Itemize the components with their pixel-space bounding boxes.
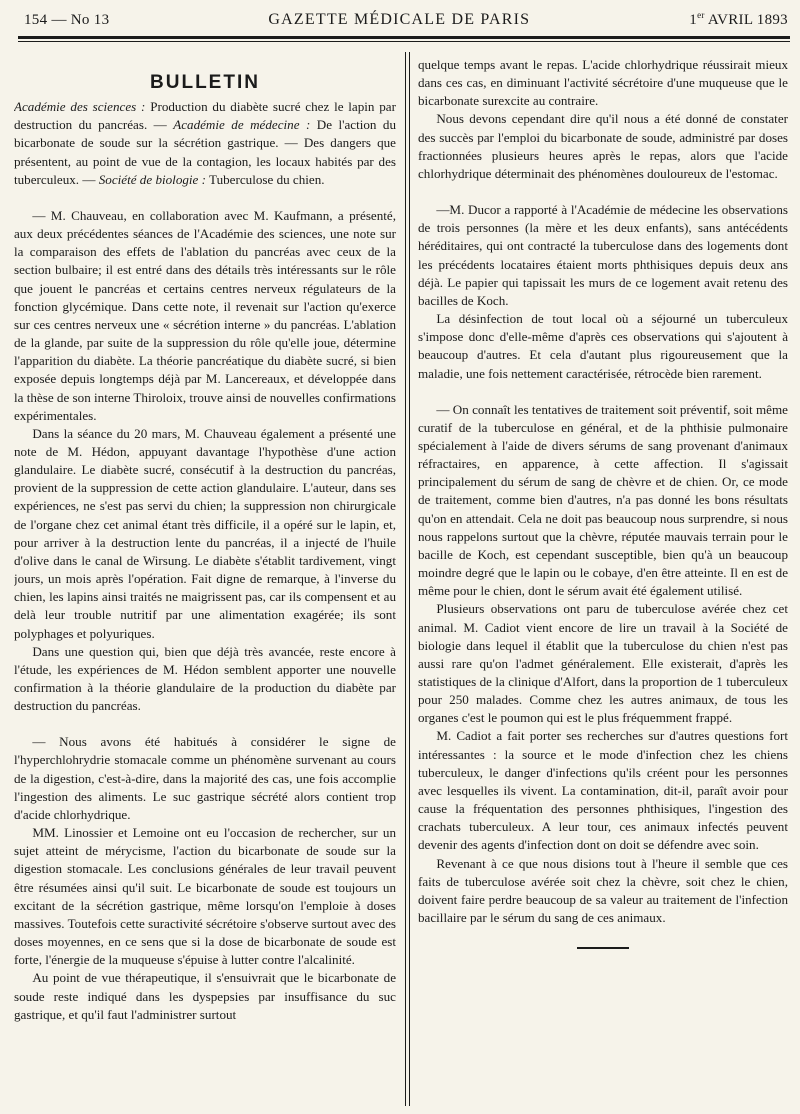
section-gap [14, 715, 396, 733]
right-paragraph-5: — On connaît les tentatives de traitement soit préventif, soit même curatif de la tuberculose en général, et de la phthisie pulmonaire spécialement à l'aide de divers sérums de sang provenant d'animaux réfractaires, en apparence, à cette affection. Il s'agissait principalement du sérum de sang de chèvre et de chien. Or, ce mode de traitement, comme bien d'autres, n'a pas donné les bons résultats qu'on en attendait. Cela ne doit pas beaucoup nous surprendre, si nous nous rappelons surtout que la chèvre, réputée mauvais terrain pour le bacille de Koch, est cependant susceptible, bien qu'à un beaucoup moindre degré que le lapin ou le cobaye, d'en être atteinte. Il en est de même pour le chien, dont le sérum avait été également utilisé. [418, 401, 788, 599]
end-rule [577, 947, 629, 949]
summary-academie-sciences-label: Académie des sciences : [14, 99, 146, 115]
header-rule-thin [18, 41, 790, 42]
right-paragraph-1: quelque temps avant le repas. L'acide chlorhydrique réussirait mieux dans ces cas, en diminuant l'activité sécrétoire d'une muqueuse que le bicarbonate surexcite au contraire. [418, 57, 788, 109]
column-divider-second [409, 52, 410, 1106]
summary-academie-sciences-text: Production du diabète sucré chez le lapin par destruction du pancréas. — [14, 99, 396, 133]
summary-academie-medecine-text: De l'action du bicarbonate de soude sur la sécrétion gastrique. — Des dangers que présentent, au point de vue de la contagion, les locaux habités par des tuberculeux. — [14, 117, 396, 187]
journal-title: GAZETTE MÉDICALE DE PARIS [268, 11, 531, 28]
right-paragraph-7: M. Cadiot a fait porter ses recherches sur d'autres questions fort intéressantes : la source et le mode d'infection chez les chiens tuberculeux, le danger d'infections qu'ils créent pour les personnes avec lesquelles ils vivent. La contamination, dit-il, paraît avoir pour cause la fréquentation des personnes phthisiques, l'ingestion des crachats tuberculeux. A leur tour, ces animaux infectés peuvent devenir des agents d'infection dont on doit se défendre avec soin. [418, 728, 788, 853]
section-gap [418, 183, 788, 201]
column-divider [405, 52, 406, 1106]
bulletin-summary [14, 98, 396, 189]
right-paragraph-8: Revenant à ce que nous disions tout à l'heure il semble que ces faits de tuberculose avérée soit chez la chèvre, soit chez le chien, doivent faire perdre beaucoup de sa valeur au traitement de l'infection bacillaire par le sérum du sang de ces animaux. [418, 855, 788, 926]
left-paragraph-4: — Nous avons été habitués à considérer le signe de l'hyperchlohrydrie stomacale comme un phénomène survenant au cours de la digestion, c'est-à-dire, dans la majorité des cas, une fois accomplie l'ingestion des aliments. Le suc gastrique sécrété alors contient trop d'acide chlorhydrique. [14, 734, 396, 822]
left-paragraph-3: Dans une question qui, bien que déjà très avancée, reste encore à l'étude, les expériences de M. Hédon semblent apporter une nouvelle confirmation à la théorie glandulaire de la production du diabète par destruction du pancréas. [14, 643, 396, 714]
issue-date-rest: AVRIL 1893 [704, 12, 788, 28]
running-head [24, 10, 788, 34]
issue-date-sup: er [697, 10, 705, 20]
left-paragraph-6: Au point de vue thérapeutique, il s'ensuivrait que le bicarbonate de soude reste indiqué dans les dyspepsies par insuffisance du suc gastrique, et qu'il faut l'administrer surtout [14, 970, 396, 1022]
section-gap [14, 189, 396, 207]
left-paragraph-2: Dans la séance du 20 mars, M. Chauveau également a présenté une note de M. Hédon, appuyant davantage l'hypothèse d'une action glandulaire. Le diabète sucré, consécutif à la destruction du pancréas, provient de la suppression de cette action glandulaire. L'auteur, dans ses expériences, ne s'est pas servi du chien; la suppression non chirurgicale de l'organe chez cet animal étant très difficile, il a opéré sur le lapin, et, pour arriver à la destruction lente du pancréas, il a injecté de l'huile d'olive dans le canal de Wirsung. Le diabète s'établit tardivement, vingt jours, un mois après l'opération. Fait digne de remarque, à l'inverse du chien, les lapins ainsi traités ne maigrissent pas, car ils compensent et au delà leur trouble nutritif par une alimentation exagérée; ils sont polyphages et polyuriques. [14, 425, 396, 641]
summary-societe-biologie-label: Société de biologie : [98, 171, 206, 187]
bulletin-title: BULLETIN [150, 72, 260, 93]
right-paragraph-2: Nous devons cependant dire qu'il nous a été donné de constater des succès par l'emploi du bicarbonate de soude, administré par doses fractionnées plusieurs heures après le repas, alors que l'acide chlorhydrique déterminait des phénomènes douloureux de l'estomac. [418, 111, 788, 181]
section-gap [418, 383, 788, 401]
right-paragraph-6: Plusieurs observations ont paru de tuberculose avérée chez cet animal. M. Cadiot vient encore de lire un travail à la Société de biologie dans lequel il établit que la tuberculose du chien n'est pas aussi rare qu'on l'admet généralement. Elle existerait, d'après les statistiques de la clinique d'Alfort, dans la proportion de 1 tuberculeux pour 250 malades. Comme chez les autres animaux, de tous les organes c'est le poumon qui est le plus fréquemment frappé. [418, 601, 788, 726]
summary-academie-medecine-label: Académie de médecine : [173, 117, 311, 133]
summary-societe-biologie-text: Tuberculose du chien. [206, 171, 325, 187]
left-column [14, 58, 396, 1108]
left-paragraph-5: MM. Linossier et Lemoine ont eu l'occasion de rechercher, sur un sujet atteint de mérycisme, l'action du bicarbonate de soude sur la digestion stomacale. Les conclusions générales de leur travail peuvent être résumées ainsi qu'il suit. Le bicarbonate de soude est toujours un excitant de la sécrétion gastrique, même lorsqu'on l'emploie à doses massives. Toutefois cette suractivité sécrétoire s'observe surtout avec des doses moyennes, en ce sens que si la dose de bicarbonate de soude est forte, l'énergie de la muqueuse s'épuise à lutter contre l'alcalinité. [14, 825, 396, 968]
header-rule-thick [18, 36, 790, 39]
left-paragraph-1: — M. Chauveau, en collaboration avec M. Kaufmann, a présenté, aux deux précédentes séances de l'Académie des sciences, une note sur la comparaison des effets de l'ablation du pancréas avec ceux de la section bulbaire; il est entré dans des détails très intéressants sur le rôle que jouent le pancréas et certains centres nerveux régulateurs de la fonction glycémique. Dans cette note, il revenait sur l'action qu'exerce sur ces centres nerveux une « sécrétion interne » du pancréas. L'ablation de la glande, par suite de la suppression du rôle qu'elle joue, détermine l'apparition du diabète. La théorie pancréatique du diabète sucré, si bien exposée depuis longtemps déjà par M. Lancereaux, et développée dans la thèse de son interne Thiroloix, trouve ainsi de nouvelles confirmations expérimentales. [14, 207, 396, 423]
issue-date [689, 10, 788, 29]
issue-date-day: 1 [689, 12, 698, 28]
right-paragraph-4: La désinfection de tout local où a séjourné un tuberculeux s'impose donc d'elle-même d'après ces observations qui s'ajoutent à beaucoup d'autres. Et cela d'autant plus rigoureusement que la maladie, une fois nettement caractérisée, rétrocède bien rarement. [418, 311, 788, 381]
right-column [418, 56, 788, 1108]
right-paragraph-3: —M. Ducor a rapporté à l'Académie de médecine les observations de trois personnes (la mère et les deux enfants), sans antécédents héréditaires, qui ont contracté la tuberculose dans des logements dont les précédents locataires étaient morts phthisiques depuis deux ans déjà. Le papier qui tapissait les murs de ce logement avait retenu des bacilles de Koch. [418, 202, 788, 308]
page-number: 154 — No 13 [24, 12, 110, 28]
